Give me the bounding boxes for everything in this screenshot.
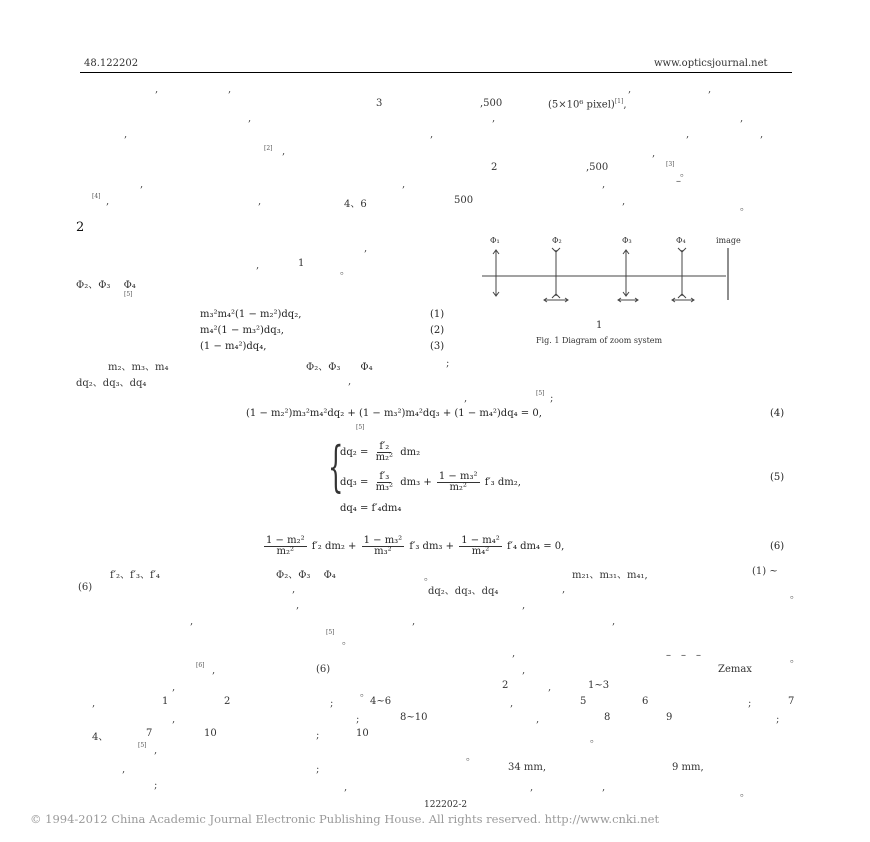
punct: 。 [340, 266, 350, 277]
phi3-label: Φ₃ [622, 236, 632, 245]
eq-range: (1) ~ [752, 566, 778, 577]
citation: [5] [326, 629, 335, 636]
equation-brace: { [328, 435, 344, 498]
section-number: 2 [76, 220, 85, 235]
range: 4~6 [370, 696, 392, 707]
body-range: 4、6 [344, 199, 367, 210]
range: 8~10 [400, 712, 428, 723]
num: 2 [224, 696, 231, 707]
punct: , [740, 113, 744, 124]
num: 10 [204, 728, 217, 739]
copyright-notice: © 1994-2012 China Academic Journal Electronic Publishing House. All rights reserved. http://www.cnki.net [30, 812, 660, 826]
punct: , [106, 196, 110, 207]
punct: , [258, 196, 262, 207]
body-number: 2 [491, 162, 498, 173]
body-number: 3 [376, 98, 383, 109]
punct: , [612, 616, 616, 627]
phi4-label: Φ₄ [676, 236, 686, 245]
punct: ; [776, 714, 780, 725]
figure-caption: Fig. 1 Diagram of zoom system [536, 336, 663, 345]
punct: , [652, 148, 656, 159]
phi-list: Φ₂、Φ₃ Φ₄ [76, 280, 136, 291]
dq-list: dq₂、dq₃、dq₄ [76, 378, 147, 389]
dimension: 34 mm, [508, 762, 547, 773]
body-resolution: (5×10⁶ pixel)[1], [548, 98, 627, 111]
num: 4、 [92, 732, 109, 743]
citation: [6] [196, 662, 205, 669]
dimension: 9 mm, [672, 762, 704, 773]
equation-2: m₄²(1 − m₃²)dq₃, [200, 325, 284, 336]
punct: , [760, 129, 764, 140]
punct: , [522, 665, 526, 676]
punct: , [522, 600, 526, 611]
citation: [5] [124, 291, 133, 298]
punct: , [530, 782, 534, 793]
m-list: m₂、m₃、m₄ [108, 362, 169, 373]
figure-ref: 1 [298, 258, 305, 269]
punct: , [622, 196, 626, 207]
equation-6: $\frac{\text{1 − m₂²}}{\text{m₂²}}$ f′₂ dm₂ + $\frac{\text{1 − m₃²}}{\text{m₃²}}$ f′₃ dm₃ + $\frac{\text{1 − m₄²}}{\text{m₄²}}$ f′₄ dm₄ = 0, [266, 535, 565, 557]
punct: , [628, 84, 632, 95]
punct: ; [330, 698, 334, 709]
dq-list-2: dq₂、dq₃、dq₄ [428, 586, 499, 597]
zoom-system-figure [476, 230, 796, 310]
m-list-2: m₂₁、m₃₁、m₄₁, [572, 570, 648, 581]
punct: , [602, 782, 606, 793]
num: 7 [146, 728, 153, 739]
punct: , [154, 745, 158, 756]
punct: , [155, 84, 159, 95]
punct: , [512, 648, 516, 659]
punct: , [536, 714, 540, 725]
page-number: 122202-2 [424, 800, 468, 810]
punct: , [228, 84, 232, 95]
punct: 。 [740, 202, 750, 213]
punct: , [92, 698, 96, 709]
punct: 。 [790, 590, 800, 601]
range: 1~3 [588, 680, 610, 691]
punct: 。 [680, 168, 690, 179]
equation-5-row-2: dq₃ = $\frac{\text{f′₃}}{\text{m₃²}}$ dm₃ + $\frac{\text{1 − m₃²}}{\text{m₂²}}$ f′₃ dm₂, [340, 471, 521, 493]
num: 2 [502, 680, 509, 691]
punct: , [402, 179, 406, 190]
punct: , [602, 179, 606, 190]
punct: , [344, 782, 348, 793]
punct: , [364, 243, 368, 254]
punct: ; [316, 764, 320, 775]
punct: 。 [342, 636, 352, 647]
num: 6 [642, 696, 649, 707]
zemax-label: Zemax [718, 664, 752, 675]
num: 5 [580, 696, 587, 707]
figure-number: 1 [596, 320, 603, 331]
punct: , [256, 260, 260, 271]
equation-number: (3) [430, 341, 445, 352]
num: 7 [788, 696, 795, 707]
punct: , [492, 113, 496, 124]
punct: , [140, 179, 144, 190]
citation: [2] [264, 145, 273, 152]
punct: , [412, 616, 416, 627]
punct: ; [446, 358, 450, 369]
body-number: 500 [454, 195, 474, 206]
phi-list-2: Φ₂、Φ₃ Φ₄ [276, 570, 336, 581]
punct: 。 [466, 752, 476, 763]
punct: , [248, 113, 252, 124]
punct: ; [550, 393, 554, 404]
punct: 。 [360, 688, 370, 699]
citation: [4] [92, 193, 101, 200]
image-label: image [716, 236, 741, 245]
punct: , [686, 129, 690, 140]
punct: 。 [590, 734, 600, 745]
equation-4: (1 − m₂²)m₃²m₄²dq₂ + (1 − m₃²)m₄²dq₃ + (1 − m₄²)dq₄ = 0, [246, 408, 542, 419]
eq-ref: (6) [316, 664, 331, 675]
punct: , [510, 698, 514, 709]
equation-5-row-1: dq₂ = $\frac{\text{f′₂}}{\text{m₂²}}$ dm₂ [340, 441, 421, 463]
punct: ; [316, 730, 320, 741]
phi-pair: Φ₂、Φ₃ Φ₄ [306, 362, 373, 373]
punct: , [282, 146, 286, 157]
page-id: 48.122202 [84, 58, 139, 69]
equation-1: m₃²m₄²(1 − m₂²)dq₂, [200, 309, 302, 320]
dashes: – – – [666, 650, 701, 661]
punct: 。 [790, 654, 800, 665]
punct: ; [748, 698, 752, 709]
punct: , [562, 584, 566, 595]
equation-number: (1) [430, 309, 445, 320]
punct: 。 [424, 572, 434, 583]
body-pixels: ,500 [586, 162, 609, 173]
punct: , [296, 600, 300, 611]
phi2-label: Φ₂ [552, 236, 562, 245]
punct: , [190, 616, 194, 627]
punct: , [464, 393, 468, 404]
punct: , [172, 682, 176, 693]
punct: 。 [740, 788, 750, 799]
citation: [5] [356, 424, 365, 431]
equation-3: (1 − m₄²)dq₄, [200, 341, 267, 352]
phi1-label: Φ₁ [490, 236, 500, 245]
punct: , [212, 665, 216, 676]
f-list: f′₂、f′₃、f′₄ [110, 570, 160, 581]
punct: , [708, 84, 712, 95]
zoom-diagram [476, 230, 796, 310]
citation: [3] [666, 161, 675, 168]
citation: [5] [536, 390, 545, 397]
equation-number: (2) [430, 325, 445, 336]
equation-5-row-3: dq₄ = f′₄dm₄ [340, 503, 402, 514]
header-rule [80, 72, 792, 73]
punct: , [548, 682, 552, 693]
citation: [5] [138, 742, 147, 749]
punct: ; [154, 780, 158, 791]
punct: , [172, 714, 176, 725]
num: 1 [162, 696, 169, 707]
equation-number: (6) [770, 541, 785, 552]
num: 10 [356, 728, 369, 739]
dash: – [676, 176, 681, 187]
num: 9 [666, 712, 673, 723]
equation-number: (4) [770, 408, 785, 419]
punct: , [348, 376, 352, 387]
punct: , [122, 764, 126, 775]
punct: , [292, 584, 296, 595]
journal-site: www.opticsjournal.net [654, 58, 768, 69]
punct: ; [356, 714, 360, 725]
punct: , [430, 129, 434, 140]
num: 8 [604, 712, 611, 723]
punct: , [124, 129, 128, 140]
equation-number: (5) [770, 472, 785, 483]
eq-ref: (6) [78, 582, 93, 593]
body-pixels: ,500 [480, 98, 503, 109]
